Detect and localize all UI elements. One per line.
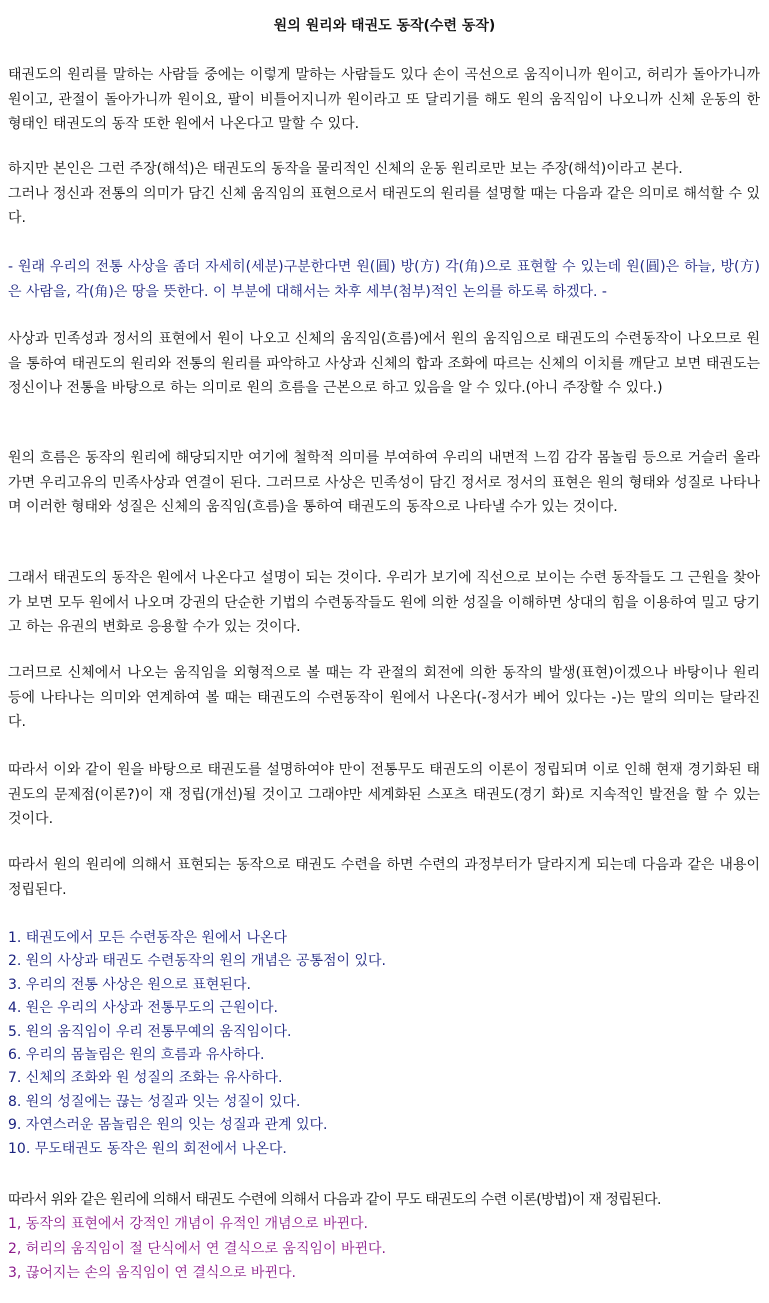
paragraph-10: 따라서 위와 같은 원리에 의해서 태권도 수련에 의해서 다음과 같이 무도 태권도의 수련 이론(방법)이 재 정립된다.: [8, 1192, 661, 1208]
list-item: 9. 자연스러운 몸놀림은 원의 잇는 성질과 관계 있다.: [8, 1117, 328, 1134]
list-item: 5. 원의 움직임이 우리 전통무예의 움직임이다.: [8, 1023, 292, 1040]
list-item: 10. 무도태권도 동작은 원의 회전에서 나온다.: [8, 1140, 287, 1157]
list-item: 7. 신체의 조화와 원 성질의 조화는 유사하다.: [8, 1070, 283, 1087]
paragraph-4: 사상과 민족성과 정서의 표현에서 원이 나오고 신체의 움직임(흐름)에서 원의 움직임으로 태권도의 수련동작이 나오므로 원을 통하여 태권도의 원리와 전통의 원리를 파악하고 사상과 신체의 합과 조화에 따르는 신체의 이치를 깨닫고 보면 태권도는 정신이나 전통을 바탕으로 하는 의미로 원의 흐름을 근본으로 하고 있음을 알 수 있다.(아니 주장할 수 있다.): [8, 331, 760, 396]
list-item: 1. 태권도에서 모든 수련동작은 원에서 나온다: [8, 930, 288, 946]
paragraph-8: 따라서 이와 같이 원을 바탕으로 태권도를 설명하여야 만이 전통무도 태권도의 이론이 정립되며 이로 인해 현재 경기화된 태권도의 문제점(이론?)이 재 정립(개선)될 것이고 그래야만 세계화된 스포츠 태권도(경기 화)로 지속적인 발전을 할 수 있는 것이다.: [8, 762, 760, 827]
paragraph-3-note: - 원래 우리의 전통 사상을 좀더 자세히(세분)구분한다면 원(圓) 방(方) 각(角)으로 표현할 수 있는데 원(圓)은 하늘, 방(方)은 사람을, 각(角)은 땅을 뜻한다. 이 부분에 대해서는 차후 세부(첨부)적인 논의를 하도록 하겠다. -: [8, 259, 760, 300]
paragraph-2-line-1: 하지만 본인은 그런 주장(해석)은 태권도의 동작을 물리적인 신체의 운동 원리로만 보는 주장(해석)이라고 본다.: [8, 161, 683, 177]
paragraph-5: 원의 흐름은 동작의 원리에 해당되지만 여기에 철학적 의미를 부여하여 우리의 내면적 느낌 감각 몸놀림 등으로 거슬러 올라가면 우리고유의 민족사상과 연결이 된다. 그러므로 사상은 민족성이 담긴 정서로 정서의 표현은 원의 형태와 성질로 나타나며 이러한 형태와 성질은 신체의 움직임(흐름)을 통하여 태권도의 동작으로 나타낼 수가 있는 것이다.: [8, 450, 760, 515]
list-item: 3. 우리의 전통 사상은 원으로 표현된다.: [8, 976, 251, 993]
page-title: 원의 원리와 태권도 동작(수련 동작): [273, 18, 496, 34]
paragraph-6: 그래서 태권도의 동작은 원에서 나온다고 설명이 되는 것이다. 우리가 보기에 직선으로 보이는 수련 동작들도 그 근원을 찾아가 보면 모두 원에서 나오며 강권의 단순한 기법의 수련동작들도 원에 의한 성질을 이해하면 상대의 힘을 이용하여 밀고 당기고 하는 유권의 변화로 응용할 수가 있는 것이다.: [8, 570, 760, 635]
list-item: 3, 끊어지는 손의 움직임이 연 결식으로 바뀐다.: [8, 1265, 296, 1281]
list-item: 2, 허리의 움직임이 절 단식에서 연 결식으로 움직임이 바뀐다.: [8, 1240, 386, 1257]
list-item: 1, 동작의 표현에서 강적인 개념이 유적인 개념으로 바뀐다.: [8, 1216, 369, 1232]
list-item: 2. 원의 사상과 태권도 수련동작의 원의 개념은 공통점이 있다.: [8, 953, 386, 970]
list-item: 4. 원은 우리의 사상과 전통무도의 근원이다.: [8, 1000, 278, 1017]
principles-list: [8, 927, 760, 1161]
list-item: 8. 원의 성질에는 끊는 성질과 잇는 성질이 있다.: [8, 1093, 301, 1110]
training-theory-list: [8, 1212, 760, 1286]
paragraph-1: 태권도의 원리를 말하는 사람들 중에는 이렇게 말하는 사람들도 있다 손이 곡선으로 움직이니까 원이고, 허리가 돌아가니까 원이고, 관절이 돌아가니까 원이요, 팔이 비틀어지니까 원이라고 또 달리기를 해도 원의 움직임이 나오니까 신체 운동의 한 형태인 태권도의 동작 또한 원에서 나온다고 말할 수 있다.: [8, 67, 760, 132]
paragraph-7: 그러므로 신체에서 나오는 움직임을 외형적으로 볼 때는 각 관절의 회전에 의한 동작의 발생(표현)이겠으나 바탕이나 원리 등에 나타나는 의미와 연계하여 볼 때는 태권도의 수련동작이 원에서 나온다(-정서가 베어 있다는 -)는 말의 의미는 달라진다.: [8, 665, 760, 730]
paragraph-2: [8, 157, 760, 231]
paragraph-9: 따라서 원의 원리에 의해서 표현되는 동작으로 태권도 수련을 하면 수련의 과정부터가 달라지게 되는데 다음과 같은 내용이 정립된다.: [8, 857, 760, 898]
paragraph-2-line-2: 그러나 정신과 전통의 의미가 담긴 신체 움직임의 표현으로서 태권도의 원리를 설명할 때는 다음과 같은 의미로 해석할 수 있다.: [8, 185, 760, 226]
list-item: 6. 우리의 몸놀림은 원의 흐름과 유사하다.: [8, 1047, 265, 1064]
